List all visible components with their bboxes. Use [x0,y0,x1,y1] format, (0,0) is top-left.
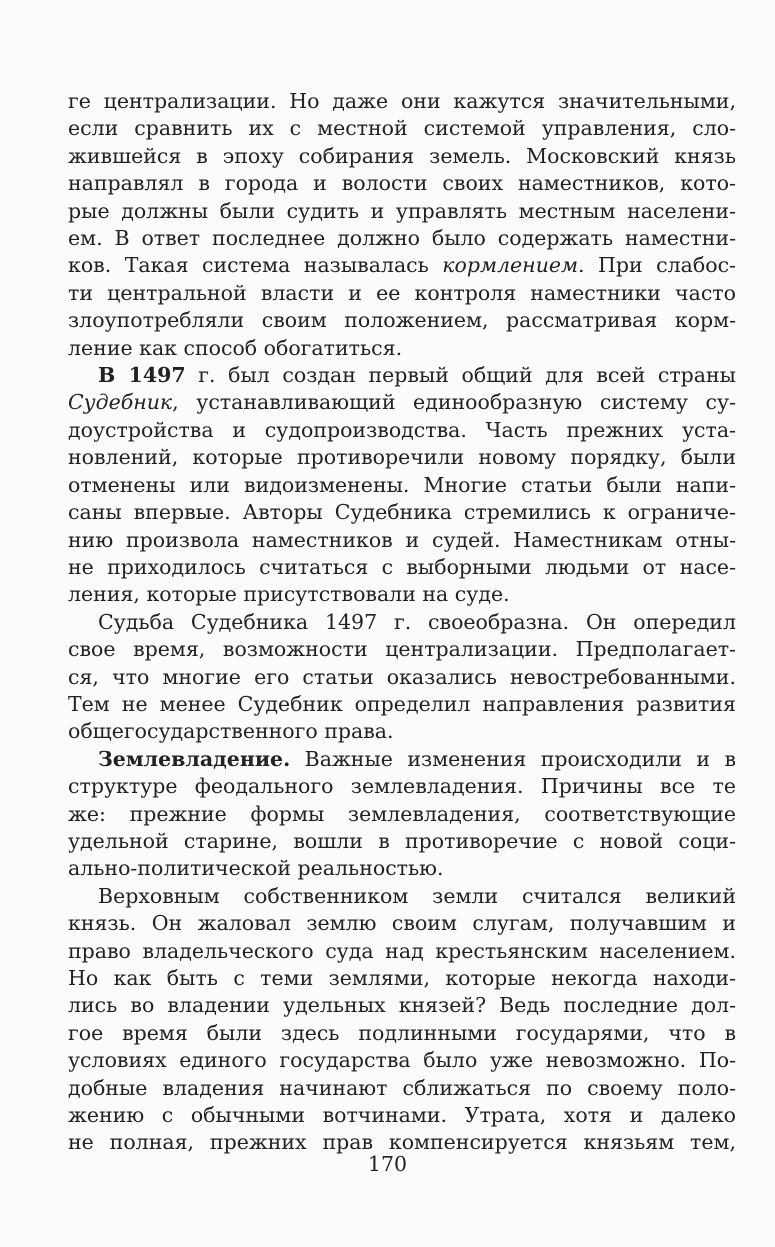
text-line [68,362,736,389]
text-line: нию произвола наместников и судей. Наместникам отны- [68,527,736,552]
text-line: не приходилось считаться с выборными людьми от насе- [68,554,736,579]
text-run: . При слабос- [578,253,736,278]
paragraph-5 [68,883,736,1157]
text-line: не полная, прежних прав компенсируется князьям тем, [68,1130,736,1155]
text-line: жившейся в эпоху собирания земель. Московский князь [68,143,736,168]
text-line: свое время, возможности централизации. Предполагает- [68,637,736,662]
text-line [68,746,736,773]
text-line: если сравнить их с местной системой управления, сло- [68,116,736,141]
text-line: ти центральной власти и ее контроля наместники часто [68,280,736,305]
text-line: рые должны были судить и управлять местным населени- [68,198,736,223]
text-run: , устанавливающий единообразную систему су- [172,390,736,415]
section-heading-land-ownership: Землевладение. [98,746,291,771]
text-line: лись во владении удельных князей? Ведь последние дол- [68,993,736,1018]
text-line: условиях единого государства было уже невозможно. По- [68,1048,736,1073]
text-line: право владельческого суда над крестьянским населением. [68,938,736,963]
text-line: Верховным собственником земли считался великий [98,883,736,908]
text-line: направлял в города и волости своих наместников, кото- [68,171,736,196]
text-line: ся, что многие его статьи оказались невостребованными. [68,664,736,689]
text-line [68,389,736,416]
text-line: отменены или видоизменены. Многие статьи были напи- [68,472,736,497]
term-sudebnik: Судебник [68,390,173,415]
text-run: ков. Такая система называлась [68,253,443,278]
text-run: Важные изменения происходили и в [290,746,736,771]
paragraph-1 [68,88,736,362]
text-line: злоупотребляли своим положением, рассматривая корм- [68,308,736,333]
paragraph-3 [68,609,736,746]
text-line: новлений, которые противоречили новому порядку, были [68,445,736,470]
text-line [68,252,736,279]
term-kormlenie: кормлением [442,253,579,278]
text-line: Судьба Судебника 1497 г. своеобразна. Он опередил [98,609,736,634]
text-line: удельной старине, вошли в противоречие с новой соци- [68,828,736,853]
text-line: ем. В ответ последнее должно было содержать наместни- [68,226,736,251]
text-line: ление как способ обогатиться. [68,335,403,360]
text-line: добные владения начинают сближаться по своему поло- [68,1075,736,1100]
text-line: ления, которые присутствовали на суде. [68,582,510,607]
text-line: гое время были здесь подлинными государями, что в [68,1020,736,1045]
text-line: ге централизации. Но даже они кажутся значительными, [68,89,736,113]
text-line: ально-политической реальностью. [68,856,444,881]
text-line: общегосударственного права. [68,719,394,744]
page-number: 170 [367,1152,408,1176]
text-line: князь. Он жаловал землю своим слугам, получавшим и [68,911,736,936]
text-line: доустройства и судопроизводства. Часть прежних уста- [68,417,736,442]
text-line: жению с обычными вотчинами. Утрата, хотя и далеко [68,1103,736,1128]
text-line: Но как быть с теми землями, которые некогда находи- [68,966,736,990]
text-line: Тем не менее Судебник определил направления развития [68,691,736,716]
text-line: саны впервые. Авторы Судебника стремились к ограниче- [68,500,736,525]
paragraph-4 [68,746,736,883]
page-body [68,88,736,1157]
text-line: структуре феодального землевладения. Причины все те [68,774,736,799]
text-run: г. был создан первый общий для всей страны [185,363,736,388]
text-line: же: прежние формы землевладения, соответствующие [68,801,736,826]
paragraph-2 [68,362,736,609]
date-1497: В 1497 [98,363,186,388]
